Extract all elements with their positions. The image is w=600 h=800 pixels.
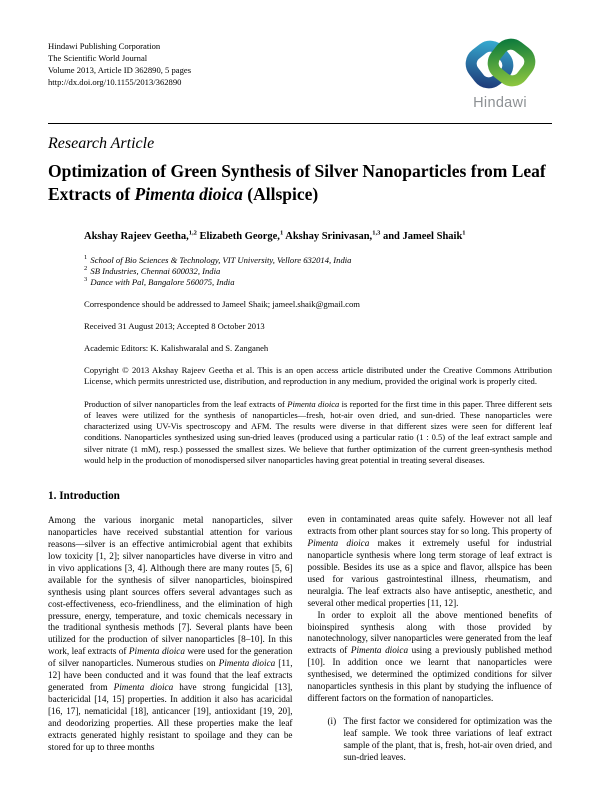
affiliation-3 (84, 277, 552, 288)
intro-p1c-text-2: makes it extremely useful for industrial nanoparticle synthesis where long term storage of leaf extract is possible. Besides its use as a spice and flavor, allspice has been used for various gastrointestinal illness, rheumatism, and neuralgia. The leaf extracts also have antiseptic, anesthetic, and several other medical properties [11, 12]. (307, 538, 552, 608)
affiliation-1-text: School of Bio Sciences & Technology, VIT University, Vellore 632014, India (88, 255, 352, 265)
intro-p2-species: Pimenta dioica (350, 645, 409, 656)
affiliation-2-text: SB Industries, Chennai 600032, India (88, 266, 221, 276)
affiliation-3-sup: 3 (84, 276, 88, 284)
intro-p1c-text-1: even in contaminated areas quite safely. However not all leaf extracts from other plant sources stay for so long. This property of (307, 514, 552, 537)
intro-p2-text-1: In order to exploit all the above mentioned benefits of bioinspired synthesis along with those provided by nanotechnology, silver nanoparticles were generated from the leaf extracts of (307, 609, 552, 656)
author-2: Elizabeth George, (196, 231, 280, 242)
intro-p1-text-1: Among the various inorganic metal nanoparticles, silver nanoparticles have received substantial attention for various reasons—silver is an effective antimicrobial agent that exhibits low toxicity [1, 2]; silver nanoparticles have diverse in vitro and in vivo applications [3, 4]. Although there are many routes [5, 6] available for the synthesis of silver nanoparticles, bioinspired synthesis using plant sources offers several advantages such as cost-effectiveness, eco-friendliness, and the elimination of high pressure, energy, temperature, and toxic chemicals necessary in the traditional synthesis methods [7]. Several plants have been utilized for the production of silver nanoparticles [8–10]. In this work, leaf extracts of (48, 515, 293, 657)
copyright-notice: Copyright © 2013 Akshay Rajeev Geetha et al. This is an open access article distributed under the Creative Commons Attribution License, which permits unrestricted use, distribution, and reproduction in any medium, provided the original work is properly cited. (84, 365, 552, 387)
list-item-marker: (i) (327, 715, 337, 726)
abstract-text-1: Production of silver nanoparticles from the leaf extracts of (84, 398, 288, 409)
title-text-1: Optimization of Green Synthesis of Silver Nanoparticles from Leaf Extracts of (48, 161, 546, 204)
intro-p2-text-2: using a previously published method [10]. In addition once we learnt that nanoparticles were synthesised, we determined the optimized conditions for silver nanoparticles synthesis in this plant by studying the influence of different factors on the formation of nanoparticles. (307, 645, 552, 703)
author-3-affil-sup: 1,3 (372, 229, 381, 237)
intro-p1-text-4: have strong fungicidal [13], bactericidal [14, 15] properties. In addition it also has acaricidal [16, 17], nematicidal [18], anticancer [19], antioxidant [19, 20], and deodorizing properties. All these properties make the leaf extracts generated highly resistant to spoilage and they can be stored for up to three months (48, 681, 293, 752)
correspondence-email[interactable]: jameel.shaik@gmail.com (272, 299, 360, 309)
affiliation-2-sup: 2 (84, 265, 88, 273)
title-text-2: (Allspice) (242, 184, 319, 204)
factor-list-item-i (328, 716, 553, 764)
intro-p1-species-1: Pimenta dioica (128, 646, 185, 657)
intro-paragraph-1 (48, 515, 293, 753)
affiliation-3-text: Dance with Pal, Bangalore 560075, India (88, 277, 235, 287)
header-divider (48, 123, 552, 124)
affiliation-2 (84, 266, 552, 277)
intro-p1c-species: Pimenta dioica (307, 538, 370, 549)
abstract-species-name: Pimenta dioica (287, 398, 340, 409)
abstract-paragraph (84, 399, 552, 467)
affiliations-list (84, 255, 552, 288)
intro-p1-species-3: Pimenta dioica (113, 681, 174, 692)
section-heading-introduction: 1. Introduction (48, 490, 120, 503)
author-4-affil-sup: 1 (462, 229, 466, 237)
author-3: Akshay Srinivasan, (283, 231, 373, 242)
hindawi-logo (448, 36, 552, 111)
article-type-label: Research Article (48, 135, 155, 152)
title-species-name: Pimenta dioica (134, 184, 243, 204)
volume-article-id: Volume 2013, Article ID 362890, 5 pages (48, 65, 192, 75)
hindawi-rings-icon (455, 36, 545, 94)
correspondence-line (84, 299, 552, 310)
author-2-affil-sup: 1 (279, 229, 284, 237)
author-1: Akshay Rajeev Geetha, (84, 231, 189, 242)
author-4: and Jameel Shaik (380, 231, 463, 242)
doi-link[interactable]: http://dx.doi.org/10.1155/2013/362890 (48, 77, 182, 87)
body-columns (48, 491, 552, 763)
list-item-text: The first factor we considered for optimization was the leaf sample. We took three variations of leaf extract sample of the plant, that is, fresh, hot-air oven dried, and sun-dried leaves. (343, 715, 552, 762)
intro-p1-species-2: Pimenta dioica (218, 658, 276, 669)
author-byline (84, 231, 552, 242)
received-accepted-line: Received 31 August 2013; Accepted 8 October 2013 (84, 321, 265, 331)
intro-paragraph-1-continued (308, 514, 553, 609)
author-1-affil-sup: 1,2 (188, 229, 197, 237)
hindawi-logo-text: Hindawi (473, 95, 527, 111)
masthead (48, 40, 552, 111)
publication-info (48, 40, 191, 88)
publisher-name: Hindawi Publishing Corporation (48, 41, 161, 51)
journal-name: The Scientific World Journal (48, 53, 148, 63)
affiliation-1-sup: 1 (84, 254, 88, 262)
abstract-text-2: is reported for the first time in this paper. Three different sets of leaves were utilized for the synthesis of nanoparticles—fresh, hot-air oven dried, and sun-dried. These nanoparticles were characterized using UV-Vis spectroscopy and AFM. The results were diverse in that different sizes were seen for different leaf conditions. Nanoparticles synthesized using sun-dried leaves (produced using a particular ratio (1 : 0.5) of the leaf extract sample and silver nitrate (1 mM), resp.) possessed the smallest sizes. We believe that further optimization of the current green-synthesis method would help in the production of monodispersed silver nanoparticles having great potential in treating several diseases. (84, 398, 552, 466)
article-title (48, 160, 552, 206)
correspondence-text: Correspondence should be addressed to Jameel Shaik; (84, 299, 273, 309)
affiliation-1 (84, 255, 552, 266)
academic-editors-line: Academic Editors: K. Kalishwaralal and S. Zanganeh (84, 343, 269, 353)
intro-p1-text-2: were used for the generation of silver nanoparticles. Numerous studies on (48, 646, 293, 669)
left-column (48, 491, 293, 763)
intro-p1-text-3: [11, 12] have been conducted and it was found that the leaf extracts generated from (48, 658, 293, 692)
right-column (308, 491, 553, 763)
front-matter (84, 231, 552, 466)
intro-paragraph-2 (308, 610, 553, 705)
